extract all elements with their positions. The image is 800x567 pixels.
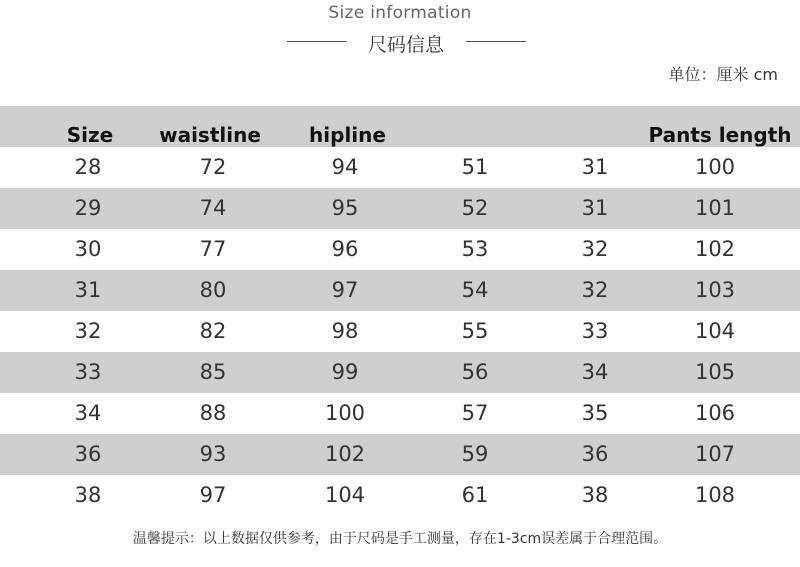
- table-cell: 28: [74, 155, 102, 179]
- table-cell: 95: [331, 196, 359, 220]
- table-cell: 36: [581, 442, 609, 466]
- table-cell: 32: [581, 237, 609, 261]
- table-row: [0, 270, 800, 311]
- table-cell: 55: [461, 319, 489, 343]
- table-cell: 30: [74, 237, 102, 261]
- table-cell: 102: [324, 442, 366, 466]
- unit-label: 单位：厘米 cm: [668, 65, 778, 84]
- table-cell: 29: [74, 196, 102, 220]
- heading-rule-left: [287, 41, 347, 42]
- table-cell: 57: [461, 401, 489, 425]
- table-cell: 33: [581, 319, 609, 343]
- table-cell: 31: [581, 196, 609, 220]
- table-cell: 51: [461, 155, 489, 179]
- heading-chinese: 尺码信息: [367, 34, 444, 56]
- table-row: [0, 352, 800, 393]
- header-cell-waistline: waistline: [159, 123, 261, 147]
- table-body: [0, 147, 800, 516]
- table-cell: 94: [331, 155, 359, 179]
- table-cell: 106: [694, 401, 736, 425]
- table-cell: 31: [74, 278, 102, 302]
- table-cell: 38: [74, 483, 102, 507]
- table-cell: 101: [694, 196, 736, 220]
- table-row: [0, 475, 800, 516]
- table-cell: 93: [199, 442, 227, 466]
- table-cell: 53: [461, 237, 489, 261]
- table-row: [0, 188, 800, 229]
- table-cell: 36: [74, 442, 102, 466]
- header-cell-pants-length: Pants length: [648, 123, 792, 147]
- header-cell-col4: [430, 106, 520, 147]
- table-cell: 72: [199, 155, 227, 179]
- footnote: 温馨提示：以上数据仅供参考，由于尺码是手工测量，存在1-3cm误差属于合理范围。: [132, 531, 668, 547]
- table-cell: 100: [694, 155, 736, 179]
- size-table: [0, 106, 800, 516]
- table-row: [0, 229, 800, 270]
- header-cell-hipline: hipline: [309, 123, 386, 147]
- heading-rule-right: [466, 41, 526, 42]
- table-cell: 97: [331, 278, 359, 302]
- table-cell: 31: [581, 155, 609, 179]
- table-row: [0, 147, 800, 188]
- heading-chinese-row: [0, 30, 800, 54]
- table-cell: 61: [461, 483, 489, 507]
- table-cell: 99: [331, 360, 359, 384]
- table-cell: 34: [74, 401, 102, 425]
- table-cell: 100: [324, 401, 366, 425]
- table-cell: 104: [324, 483, 366, 507]
- table-row: [0, 393, 800, 434]
- table-cell: 56: [461, 360, 489, 384]
- table-cell: 77: [199, 237, 227, 261]
- table-cell: 107: [694, 442, 736, 466]
- table-row: [0, 434, 800, 475]
- table-cell: 105: [694, 360, 736, 384]
- table-cell: 82: [199, 319, 227, 343]
- table-cell: 102: [694, 237, 736, 261]
- table-cell: 32: [581, 278, 609, 302]
- table-cell: 35: [581, 401, 609, 425]
- table-cell: 34: [581, 360, 609, 384]
- table-header-row: [0, 106, 800, 147]
- table-cell: 80: [199, 278, 227, 302]
- heading-english: Size information: [328, 3, 472, 23]
- table-cell: 52: [461, 196, 489, 220]
- table-cell: 33: [74, 360, 102, 384]
- table-cell: 59: [461, 442, 489, 466]
- table-cell: 74: [199, 196, 227, 220]
- header-cell-size: Size: [66, 123, 114, 147]
- table-cell: 96: [331, 237, 359, 261]
- header-cell-col5: [550, 106, 640, 147]
- table-cell: 88: [199, 401, 227, 425]
- table-cell: 97: [199, 483, 227, 507]
- table-cell: 32: [74, 319, 102, 343]
- table-cell: 85: [199, 360, 227, 384]
- table-cell: 38: [581, 483, 609, 507]
- table-cell: 54: [461, 278, 489, 302]
- table-row: [0, 311, 800, 352]
- table-cell: 104: [694, 319, 736, 343]
- table-cell: 103: [694, 278, 736, 302]
- table-cell: 108: [694, 483, 736, 507]
- table-cell: 98: [331, 319, 359, 343]
